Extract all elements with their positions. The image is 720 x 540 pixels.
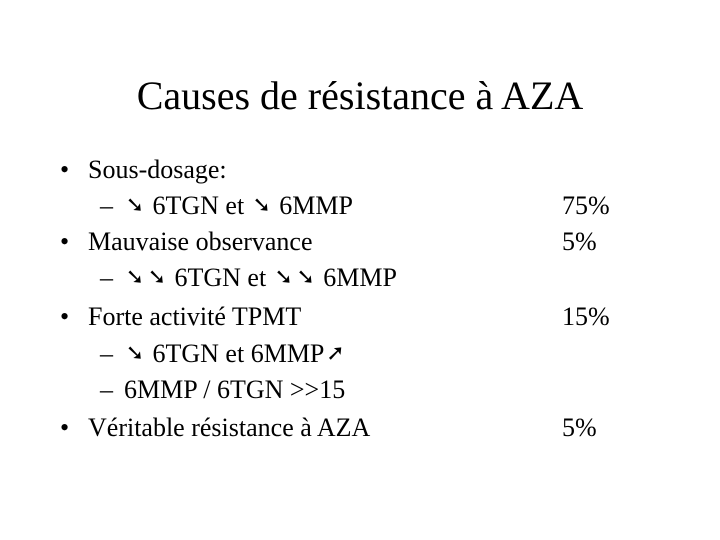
arrow-down-icon: ➘: [125, 265, 145, 290]
sub-bullet-forte-activite-1: [100, 339, 346, 369]
arrow-up-icon: ➚: [326, 341, 345, 366]
arrow-down-icon: ➘: [147, 265, 167, 290]
bullet-mauvaise-observance: [60, 227, 313, 257]
sub-text: 6TGN et: [174, 263, 267, 292]
percent-forte-activite-tpmt: 15%: [562, 302, 610, 331]
sub-text: 6TGN et 6MMP: [152, 339, 325, 368]
percent-mauvaise-observance: 5%: [562, 227, 597, 256]
sub-bullet-mauvaise-observance: [100, 263, 397, 293]
arrow-down-icon: ➘: [125, 341, 145, 366]
sub-text: 6MMP / 6TGN >>15: [124, 375, 346, 404]
percent-veritable-resistance: 5%: [562, 413, 597, 442]
sub-bullet-forte-activite-2: [100, 375, 345, 405]
bullet-sous-dosage: [60, 155, 227, 185]
dash-marker: –: [100, 263, 113, 292]
arrow-down-icon: ➘: [125, 193, 145, 218]
bullet-marker: •: [60, 302, 70, 331]
bullet-veritable-resistance: [60, 413, 370, 443]
arrow-down-icon: ➘: [274, 265, 293, 290]
arrow-down-icon: ➘: [252, 193, 271, 218]
bullet-label: Forte activité TPMT: [88, 302, 302, 331]
bullet-label: Mauvaise observance: [88, 227, 313, 256]
dash-marker: –: [100, 339, 113, 368]
bullet-marker: •: [60, 155, 70, 184]
bullet-marker: •: [60, 413, 70, 442]
bullet-label: Sous-dosage:: [88, 155, 227, 184]
bullet-label: Véritable résistance à AZA: [88, 413, 371, 442]
sub-text: 6TGN et: [152, 191, 245, 220]
dash-marker: –: [100, 191, 113, 220]
dash-marker: –: [100, 375, 113, 404]
percent-sous-dosage: 75%: [562, 191, 610, 220]
slide-title: Causes de résistance à AZA: [136, 73, 584, 118]
bullet-forte-activite-tpmt: [60, 302, 301, 332]
sub-text: 6MMP: [279, 191, 353, 220]
bullet-marker: •: [60, 227, 70, 256]
sub-bullet-sous-dosage: [100, 191, 353, 221]
arrow-down-icon: ➘: [296, 265, 315, 290]
sub-text: 6MMP: [323, 263, 397, 292]
